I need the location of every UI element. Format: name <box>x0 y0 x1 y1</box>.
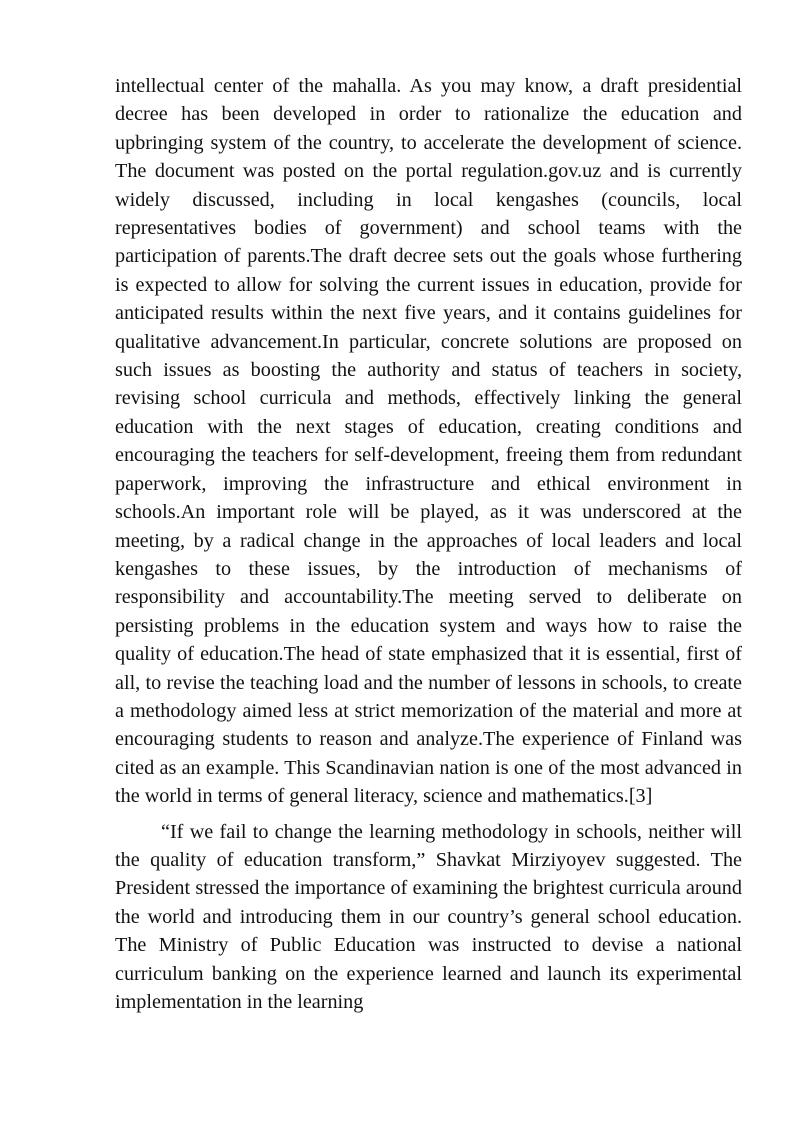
body-paragraph: intellectual center of the mahalla. As you may know, a draft presidential decree has been developed in order to rationalize the education and upbringing system of the country, to accelerate the development of science. The document was posted on the portal regulation.gov.uz and is currently widely discussed, including in local kengashes (councils, local representatives bodies of government) and school teams with the participation of parents.The draft decree sets out the goals whose furthering is expected to allow for solving the current issues in education, provide for anticipated results within the next five years, and it contains guidelines for qualitative advancement.In particular, concrete solutions are proposed on such issues as boosting the authority and status of teachers in society, revising school curricula and methods, effectively linking the general education with the next stages of education, creating conditions and encouraging the teachers for self-development, freeing them from redundant paperwork, improving the infrastructure and ethical environment in schools.An important role will be played, as it was underscored at the meeting, by a radical change in the approaches of local leaders and local kengashes to these issues, by the introduction of mechanisms of responsibility and accountability.The meeting served to deliberate on persisting problems in the education system and ways how to raise the quality of education.The head of state emphasized that it is essential, first of all, to revise the teaching load and the number of lessons in schools, to create a methodology aimed less at strict memorization of the material and more at encouraging students to reason and analyze.The experience of Finland was cited as an example. This Scandinavian nation is one of the most advanced in the world in terms of general literacy, science and mathematics.[3] <box>115 75 742 808</box>
document-page <box>115 72 742 1016</box>
body-paragraph: “If we fail to change the learning methodology in schools, neither will the quality of education transform,” Shavkat Mirziyoyev suggested. The President stressed the importance of examining the brightest curricula around the world and introducing them in our country’s general school education. The Ministry of Public Education was instructed to devise a national curriculum banking on the experience learned and launch its experimental implementation in the learning <box>115 820 742 1013</box>
